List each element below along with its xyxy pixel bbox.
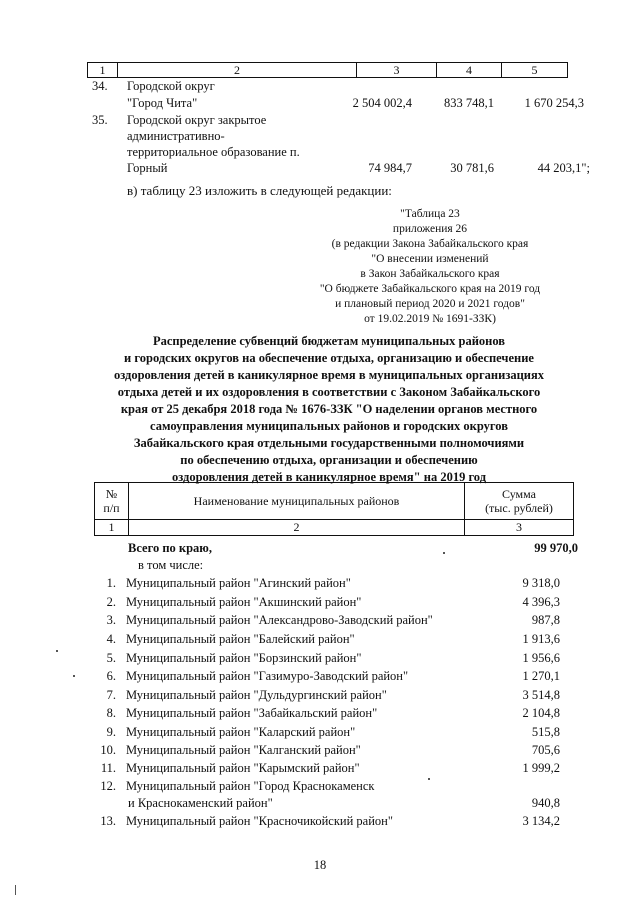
row-7-name: Муниципальный район "Дульдургинский район" (126, 688, 387, 702)
row-2-num: 2. (106, 595, 116, 609)
header-sum: Сумма (тыс. рублей) (485, 487, 553, 515)
row-8-sum: 2 104,8 (522, 706, 560, 720)
row-13-name: Муниципальный район "Красночикойский район" (126, 814, 393, 828)
prev-row-35-col-3: 74 984,7 (368, 161, 412, 175)
row-10-sum: 705,6 (531, 743, 560, 757)
prev-header-col-4: 4 (437, 63, 502, 77)
subsidy-table-column-numbers (94, 520, 574, 536)
prev-row-35-num: 35. (92, 113, 108, 127)
row-12-num: 12. (100, 779, 116, 793)
scan-speck (443, 552, 445, 554)
prev-row-35-col-5: 44 203,1"; (537, 161, 590, 175)
scan-speck (15, 885, 16, 895)
table-annotation-line-6: "О бюджете Забайкальского края на 2019 год (319, 283, 541, 295)
prev-header-col-1: 1 (88, 63, 118, 77)
row-2-sum: 4 396,3 (522, 595, 560, 609)
row-9-name: Муниципальный район "Каларский район" (126, 725, 356, 739)
row-7-num: 7. (106, 688, 116, 702)
row-9-num: 9. (106, 725, 116, 739)
row-8-num: 8. (106, 706, 116, 720)
table-annotation-line-5: в Закон Забайкальского края (360, 268, 500, 280)
title-line-3: оздоровления детей в каникулярное время в муниципальных организациях (113, 368, 545, 382)
title-line-1: Распределение субвенций бюджетам муниципальных районов (152, 334, 506, 348)
row-4-sum: 1 913,6 (522, 632, 560, 646)
row-2-name: Муниципальный район "Акшинский район" (126, 595, 362, 609)
table-annotation-line-4: "О внесении изменений (371, 253, 489, 265)
scan-speck (56, 650, 58, 652)
title-line-4: отдыха детей и их оздоровления в соответствии с Законом Забайкальского (117, 385, 541, 399)
page-number: 18 (313, 858, 327, 872)
row-13-num: 13. (100, 814, 116, 828)
prev-header-col-2: 2 (118, 63, 357, 77)
title-line-5: края от 25 декабря 2018 года № 1676-ЗЗК "О наделении органов местного (120, 402, 538, 416)
row-3-num: 3. (106, 613, 116, 627)
row-10-name: Муниципальный район "Калганский район" (126, 743, 361, 757)
title-line-6: самоуправления муниципальных районов и городских округов (150, 419, 508, 433)
total-value: 99 970,0 (534, 541, 578, 555)
prev-row-35-line-2: административно- (127, 129, 225, 143)
scan-speck (73, 675, 75, 677)
prev-row-34-col-4: 833 748,1 (444, 96, 494, 110)
prev-row-35-line-4: Горный (127, 161, 168, 175)
row-13-sum: 3 134,2 (522, 814, 560, 828)
row-11-num: 11. (100, 761, 116, 775)
row-11-name: Муниципальный район "Карымский район" (126, 761, 360, 775)
row-5-num: 5. (106, 651, 116, 665)
row-5-sum: 1 956,6 (522, 651, 560, 665)
table-annotation-line-7: и плановый период 2020 и 2021 годов" (335, 298, 525, 310)
table-annotation-line-2: приложения 26 (392, 223, 468, 235)
row-3-sum: 987,8 (531, 613, 560, 627)
col-number-3: 3 (516, 520, 522, 534)
row-9-sum: 515,8 (531, 725, 560, 739)
scan-speck (428, 778, 430, 780)
row-6-sum: 1 270,1 (522, 669, 560, 683)
row-6-num: 6. (106, 669, 116, 683)
table-annotation-line-3: (в редакции Закона Забайкальского края (331, 238, 529, 250)
prev-row-34-line-1: Городской округ (127, 79, 215, 93)
row-4-num: 4. (106, 632, 116, 646)
table-annotation-line-8: от 19.02.2019 № 1691-ЗЗК) (364, 313, 496, 325)
header-num: № п/п (95, 483, 129, 519)
prev-header-col-5: 5 (531, 63, 538, 77)
row-8-name: Муниципальный район "Забайкальский район" (126, 706, 378, 720)
row-5-name: Муниципальный район "Борзинский район" (126, 651, 362, 665)
row-6-name: Муниципальный район "Газимуро-Заводский район" (126, 669, 409, 683)
col-number-1: 1 (95, 520, 129, 535)
row-1-sum: 9 318,0 (522, 576, 560, 590)
row-12-name-line-2: и Краснокаменский район" (128, 796, 273, 810)
prev-row-35-col-4: 30 781,6 (450, 161, 494, 175)
title-line-2: и городских округов на обеспечение отдыха, организацию и обеспечение (124, 351, 534, 365)
row-7-sum: 3 514,8 (522, 688, 560, 702)
title-line-9: оздоровления детей в каникулярное время" на 2019 год (171, 470, 487, 484)
subsidy-table-header (94, 482, 574, 520)
col-number-2: 2 (129, 520, 465, 535)
total-label: Всего по краю, (128, 541, 212, 555)
row-4-name: Муниципальный район "Балейский район" (126, 632, 355, 646)
title-line-8: по обеспечению отдыха, организации и обеспечению (180, 453, 478, 467)
row-12-sum: 940,8 (531, 796, 560, 810)
row-10-num: 10. (100, 743, 116, 757)
prev-row-34-num: 34. (92, 79, 108, 93)
row-3-name: Муниципальный район "Александрово-Заводский район" (126, 613, 433, 627)
table-annotation-line-1: "Таблица 23 (400, 208, 460, 220)
including-label: в том числе: (138, 558, 204, 572)
prev-row-34-line-2: "Город Чита" (127, 96, 198, 110)
prev-row-35-line-3: территориальное образование п. (127, 145, 300, 159)
prev-row-34-col-3: 2 504 002,4 (352, 96, 412, 110)
row-1-name: Муниципальный район "Агинский район" (126, 576, 351, 590)
title-line-7: Забайкальского края отдельными государственными полномочиями (133, 436, 525, 450)
prev-header-col-3: 3 (357, 63, 437, 77)
prev-row-35-line-1: Городской округ закрытое (127, 113, 267, 127)
header-name: Наименование муниципальных районов (129, 483, 465, 519)
prev-row-34-col-5: 1 670 254,3 (524, 96, 584, 110)
row-1-num: 1. (106, 576, 116, 590)
prev-table-header (87, 62, 568, 78)
row-11-sum: 1 999,2 (522, 761, 560, 775)
row-12-name-line-1: Муниципальный район "Город Краснокаменск (126, 779, 375, 793)
amendment-instruction: в) таблицу 23 изложить в следующей редакции: (127, 183, 392, 198)
